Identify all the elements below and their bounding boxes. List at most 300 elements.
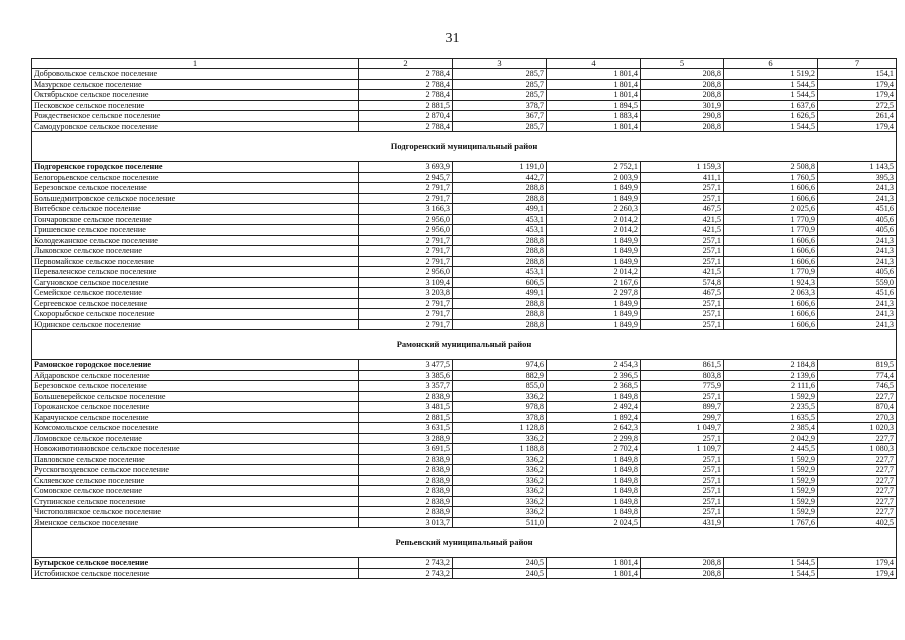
value-cell: 1 892,4 [547,412,641,423]
value-cell: 336,2 [453,496,547,507]
value-cell: 1 544,5 [724,121,818,132]
table-row [32,433,897,444]
value-cell: 855,0 [453,381,547,392]
value-cell: 511,0 [453,517,547,528]
table-row [32,246,897,257]
value-cell: 1 849,8 [547,507,641,518]
value-cell: 1 606,6 [724,309,818,320]
column-header: 3 [453,59,547,69]
settlement-name-cell: Павловское сельское поселение [32,454,359,465]
table-row [32,121,897,132]
value-cell: 1 849,9 [547,235,641,246]
value-cell: 467,5 [641,204,724,215]
value-cell: 1 849,9 [547,298,641,309]
value-cell: 1 544,5 [724,568,818,579]
settlement-name-cell: Большеверейское сельское поселение [32,391,359,402]
value-cell: 257,1 [641,298,724,309]
value-cell: 261,4 [818,111,897,122]
value-cell: 3 477,5 [359,360,453,371]
value-cell: 272,5 [818,100,897,111]
settlement-name-cell: Витебское сельское поселение [32,204,359,215]
table-row [32,381,897,392]
value-cell: 3 288,9 [359,433,453,444]
table-row [32,183,897,194]
value-cell: 257,1 [641,319,724,330]
value-cell: 3 166,3 [359,204,453,215]
table-row [32,288,897,299]
value-cell: 1 109,7 [641,444,724,455]
value-cell: 299,7 [641,412,724,423]
value-cell: 241,3 [818,256,897,267]
value-cell: 2 454,3 [547,360,641,371]
value-cell: 2 791,7 [359,298,453,309]
value-cell: 899,7 [641,402,724,413]
value-cell: 2 788,4 [359,90,453,101]
settlement-name-cell: Песковское сельское поселение [32,100,359,111]
value-cell: 1 519,2 [724,69,818,80]
value-cell: 257,1 [641,256,724,267]
value-cell: 2 956,0 [359,267,453,278]
value-cell: 2 642,3 [547,423,641,434]
value-cell: 2 003,9 [547,172,641,183]
value-cell: 227,7 [818,465,897,476]
value-cell: 2 791,7 [359,193,453,204]
value-cell: 2 445,5 [724,444,818,455]
value-cell: 559,0 [818,277,897,288]
value-cell: 1 606,6 [724,183,818,194]
value-cell: 208,8 [641,79,724,90]
value-cell: 336,2 [453,465,547,476]
value-cell: 257,1 [641,433,724,444]
value-cell: 1 801,4 [547,121,641,132]
settlement-name-cell: Скляевское сельское поселение [32,475,359,486]
value-cell: 1 544,5 [724,79,818,90]
table-row [32,235,897,246]
value-cell: 3 203,8 [359,288,453,299]
value-cell: 3 481,5 [359,402,453,413]
column-header: 6 [724,59,818,69]
value-cell: 453,1 [453,225,547,236]
table-row [32,423,897,434]
settlement-name-cell: Колодежанское сельское поселение [32,235,359,246]
value-cell: 1 606,6 [724,193,818,204]
value-cell: 336,2 [453,486,547,497]
value-cell: 257,1 [641,235,724,246]
value-cell: 227,7 [818,433,897,444]
district-heading-row [32,330,897,360]
settlement-name-cell: Сергеевское сельское поселение [32,298,359,309]
value-cell: 285,7 [453,121,547,132]
settlement-name-cell: Подгоренское городское поселение [32,162,359,173]
value-cell: 442,7 [453,172,547,183]
value-cell: 1 767,6 [724,517,818,528]
value-cell: 288,8 [453,319,547,330]
value-cell: 1 849,9 [547,183,641,194]
value-cell: 1 883,4 [547,111,641,122]
value-cell: 227,7 [818,454,897,465]
settlement-name-cell: Березовское сельское поселение [32,381,359,392]
value-cell: 288,8 [453,256,547,267]
district-title: Репьевский муниципальный район [32,528,897,558]
value-cell: 2 945,7 [359,172,453,183]
value-cell: 405,6 [818,225,897,236]
value-cell: 154,1 [818,69,897,80]
value-cell: 1 849,9 [547,193,641,204]
column-header: 7 [818,59,897,69]
table-row [32,391,897,402]
value-cell: 179,4 [818,568,897,579]
value-cell: 1 592,9 [724,507,818,518]
value-cell: 2 025,6 [724,204,818,215]
value-cell: 1 849,9 [547,246,641,257]
settlement-name-cell: Чистополянское сельское поселение [32,507,359,518]
value-cell: 179,4 [818,79,897,90]
table-row [32,298,897,309]
value-cell: 285,7 [453,69,547,80]
table-row [32,319,897,330]
value-cell: 227,7 [818,486,897,497]
value-cell: 2 042,9 [724,433,818,444]
value-cell: 774,4 [818,370,897,381]
value-cell: 241,3 [818,319,897,330]
value-cell: 467,5 [641,288,724,299]
value-cell: 1 020,3 [818,423,897,434]
value-cell: 257,1 [641,193,724,204]
value-cell: 574,8 [641,277,724,288]
value-cell: 775,9 [641,381,724,392]
value-cell: 3 109,4 [359,277,453,288]
settlement-name-cell: Юдинское сельское поселение [32,319,359,330]
column-header: 1 [32,59,359,69]
table-row [32,225,897,236]
table-row [32,496,897,507]
value-cell: 402,5 [818,517,897,528]
table-row [32,162,897,173]
value-cell: 499,1 [453,204,547,215]
value-cell: 2 260,3 [547,204,641,215]
value-cell: 606,5 [453,277,547,288]
settlement-name-cell: Новоживотинновское сельское поселение [32,444,359,455]
value-cell: 2 508,8 [724,162,818,173]
value-cell: 1 592,9 [724,454,818,465]
settlement-name-cell: Айдаровское сельское поселение [32,370,359,381]
value-cell: 431,9 [641,517,724,528]
value-cell: 208,8 [641,121,724,132]
value-cell: 378,8 [453,412,547,423]
table-row [32,214,897,225]
value-cell: 257,1 [641,454,724,465]
value-cell: 421,5 [641,225,724,236]
settlement-name-cell: Скорорыбское сельское поселение [32,309,359,320]
value-cell: 179,4 [818,121,897,132]
value-cell: 2 111,6 [724,381,818,392]
value-cell: 2 014,2 [547,267,641,278]
value-cell: 288,8 [453,193,547,204]
value-cell: 1 801,4 [547,568,641,579]
value-cell: 2 870,4 [359,111,453,122]
value-cell: 3 357,7 [359,381,453,392]
settlement-name-cell: Сомовское сельское поселение [32,486,359,497]
value-cell: 285,7 [453,79,547,90]
value-cell: 3 631,5 [359,423,453,434]
value-cell: 367,7 [453,111,547,122]
value-cell: 336,2 [453,433,547,444]
value-cell: 1 159,3 [641,162,724,173]
value-cell: 179,4 [818,558,897,569]
value-cell: 1 592,9 [724,496,818,507]
table-row [32,204,897,215]
table-row [32,277,897,288]
value-cell: 378,7 [453,100,547,111]
value-cell: 1 801,4 [547,79,641,90]
value-cell: 208,8 [641,558,724,569]
table-row [32,465,897,476]
value-cell: 1 606,6 [724,319,818,330]
value-cell: 2 299,8 [547,433,641,444]
settlement-name-cell: Горожанское сельское поселение [32,402,359,413]
value-cell: 1 801,4 [547,69,641,80]
settlement-name-cell: Яменское сельское поселение [32,517,359,528]
settlement-name-cell: Первомайское сельское поселение [32,256,359,267]
value-cell: 405,6 [818,267,897,278]
value-cell: 288,8 [453,309,547,320]
value-cell: 421,5 [641,267,724,278]
table-row [32,360,897,371]
settlement-name-cell: Самодуровское сельское поселение [32,121,359,132]
value-cell: 1 143,5 [818,162,897,173]
settlement-name-cell: Рождественское сельское поселение [32,111,359,122]
value-cell: 1 544,5 [724,90,818,101]
settlement-name-cell: Октябрьское сельское поселение [32,90,359,101]
value-cell: 1 626,5 [724,111,818,122]
value-cell: 870,4 [818,402,897,413]
value-cell: 241,3 [818,246,897,257]
value-cell: 1 924,3 [724,277,818,288]
value-cell: 2 788,4 [359,121,453,132]
value-cell: 1 849,9 [547,309,641,320]
value-cell: 1 080,3 [818,444,897,455]
value-cell: 2 791,7 [359,246,453,257]
value-cell: 1 049,7 [641,423,724,434]
value-cell: 336,2 [453,475,547,486]
value-cell: 257,1 [641,465,724,476]
table-row [32,444,897,455]
value-cell: 1 592,9 [724,475,818,486]
value-cell: 227,7 [818,496,897,507]
value-cell: 3 013,7 [359,517,453,528]
value-cell: 2 838,9 [359,391,453,402]
value-cell: 1 592,9 [724,391,818,402]
table-row [32,402,897,413]
value-cell: 2 791,7 [359,319,453,330]
value-cell: 2 167,6 [547,277,641,288]
value-cell: 974,6 [453,360,547,371]
value-cell: 2 838,9 [359,454,453,465]
value-cell: 241,3 [818,193,897,204]
value-cell: 1 849,8 [547,475,641,486]
value-cell: 257,1 [641,183,724,194]
table-row [32,90,897,101]
value-cell: 1 849,8 [547,486,641,497]
value-cell: 2 385,4 [724,423,818,434]
value-cell: 1 191,0 [453,162,547,173]
value-cell: 208,8 [641,568,724,579]
column-header: 2 [359,59,453,69]
settlement-name-cell: Рамонское городское поселение [32,360,359,371]
value-cell: 2 139,6 [724,370,818,381]
table-row [32,309,897,320]
settlement-name-cell: Истобинское сельское поселение [32,568,359,579]
settlement-name-cell: Добровольское сельское поселение [32,69,359,80]
value-cell: 882,9 [453,370,547,381]
value-cell: 1 592,9 [724,465,818,476]
column-number-row [32,59,897,69]
value-cell: 1 635,5 [724,412,818,423]
value-cell: 240,5 [453,558,547,569]
value-cell: 1 849,8 [547,496,641,507]
value-cell: 288,8 [453,183,547,194]
settlement-name-cell: Ступинское сельское поселение [32,496,359,507]
value-cell: 257,1 [641,309,724,320]
settlement-name-cell: Березовское сельское поселение [32,183,359,194]
value-cell: 288,8 [453,246,547,257]
value-cell: 451,6 [818,288,897,299]
value-cell: 978,8 [453,402,547,413]
value-cell: 241,3 [818,183,897,194]
value-cell: 2 838,9 [359,507,453,518]
value-cell: 2 791,7 [359,235,453,246]
district-heading-row [32,528,897,558]
value-cell: 1 592,9 [724,486,818,497]
table-row [32,267,897,278]
value-cell: 1 849,8 [547,454,641,465]
value-cell: 241,3 [818,309,897,320]
settlement-name-cell: Мазурское сельское поселение [32,79,359,90]
value-cell: 208,8 [641,90,724,101]
value-cell: 1 606,6 [724,298,818,309]
value-cell: 1 801,4 [547,558,641,569]
value-cell: 1 606,6 [724,235,818,246]
value-cell: 2 956,0 [359,225,453,236]
table-row [32,507,897,518]
value-cell: 288,8 [453,298,547,309]
value-cell: 257,1 [641,507,724,518]
value-cell: 1 770,9 [724,225,818,236]
value-cell: 336,2 [453,507,547,518]
value-cell: 257,1 [641,391,724,402]
value-cell: 803,8 [641,370,724,381]
value-cell: 2 838,9 [359,496,453,507]
value-cell: 2 743,2 [359,558,453,569]
value-cell: 411,1 [641,172,724,183]
value-cell: 2 014,2 [547,214,641,225]
settlement-name-cell: Белогорьевское сельское поселение [32,172,359,183]
value-cell: 285,7 [453,90,547,101]
value-cell: 257,1 [641,486,724,497]
value-cell: 257,1 [641,496,724,507]
value-cell: 1 849,9 [547,256,641,267]
table-row [32,475,897,486]
value-cell: 861,5 [641,360,724,371]
settlement-name-cell: Русскогвоздевское сельское поселение [32,465,359,476]
value-cell: 1 894,5 [547,100,641,111]
value-cell: 2 791,7 [359,256,453,267]
value-cell: 2 838,9 [359,475,453,486]
value-cell: 1 188,8 [453,444,547,455]
value-cell: 2 368,5 [547,381,641,392]
value-cell: 421,5 [641,214,724,225]
value-cell: 2 791,7 [359,309,453,320]
value-cell: 2 184,8 [724,360,818,371]
value-cell: 453,1 [453,267,547,278]
value-cell: 2 702,4 [547,444,641,455]
value-cell: 1 544,5 [724,558,818,569]
value-cell: 241,3 [818,235,897,246]
value-cell: 2 235,5 [724,402,818,413]
value-cell: 336,2 [453,454,547,465]
settlement-name-cell: Гончаровское сельское поселение [32,214,359,225]
district-title: Подгоренский муниципальный район [32,132,897,162]
value-cell: 2 838,9 [359,465,453,476]
value-cell: 2 881,5 [359,412,453,423]
value-cell: 1 128,8 [453,423,547,434]
settlement-name-cell: Лыковское сельское поселение [32,246,359,257]
value-cell: 2 492,4 [547,402,641,413]
settlement-name-cell: Гришевское сельское поселение [32,225,359,236]
value-cell: 290,8 [641,111,724,122]
value-cell: 2 788,4 [359,69,453,80]
table-body [32,69,897,579]
value-cell: 2 788,4 [359,79,453,90]
value-cell: 2 297,8 [547,288,641,299]
value-cell: 1 770,9 [724,267,818,278]
table-row [32,172,897,183]
value-cell: 1 849,8 [547,465,641,476]
value-cell: 288,8 [453,235,547,246]
value-cell: 1 606,6 [724,246,818,257]
settlement-name-cell: Семейское сельское поселение [32,288,359,299]
value-cell: 2 791,7 [359,183,453,194]
value-cell: 227,7 [818,391,897,402]
page-number: 31 [445,31,460,46]
value-cell: 3 385,6 [359,370,453,381]
value-cell: 257,1 [641,475,724,486]
settlement-name-cell: Бутырское сельское поселение [32,558,359,569]
table-row [32,370,897,381]
table-row [32,100,897,111]
value-cell: 819,5 [818,360,897,371]
value-cell: 2 396,5 [547,370,641,381]
settlement-name-cell: Большедмитровское сельское поселение [32,193,359,204]
value-cell: 2 024,5 [547,517,641,528]
value-cell: 2 752,1 [547,162,641,173]
value-cell: 3 691,5 [359,444,453,455]
budget-table [31,58,897,579]
value-cell: 1 637,6 [724,100,818,111]
table-row [32,568,897,579]
value-cell: 1 801,4 [547,90,641,101]
table-row [32,111,897,122]
settlement-name-cell: Ломовское сельское поселение [32,433,359,444]
table-row [32,69,897,80]
value-cell: 1 770,9 [724,214,818,225]
value-cell: 2 838,9 [359,486,453,497]
settlement-name-cell: Сагуновское сельское поселение [32,277,359,288]
value-cell: 746,5 [818,381,897,392]
value-cell: 395,3 [818,172,897,183]
value-cell: 257,1 [641,246,724,257]
value-cell: 405,6 [818,214,897,225]
